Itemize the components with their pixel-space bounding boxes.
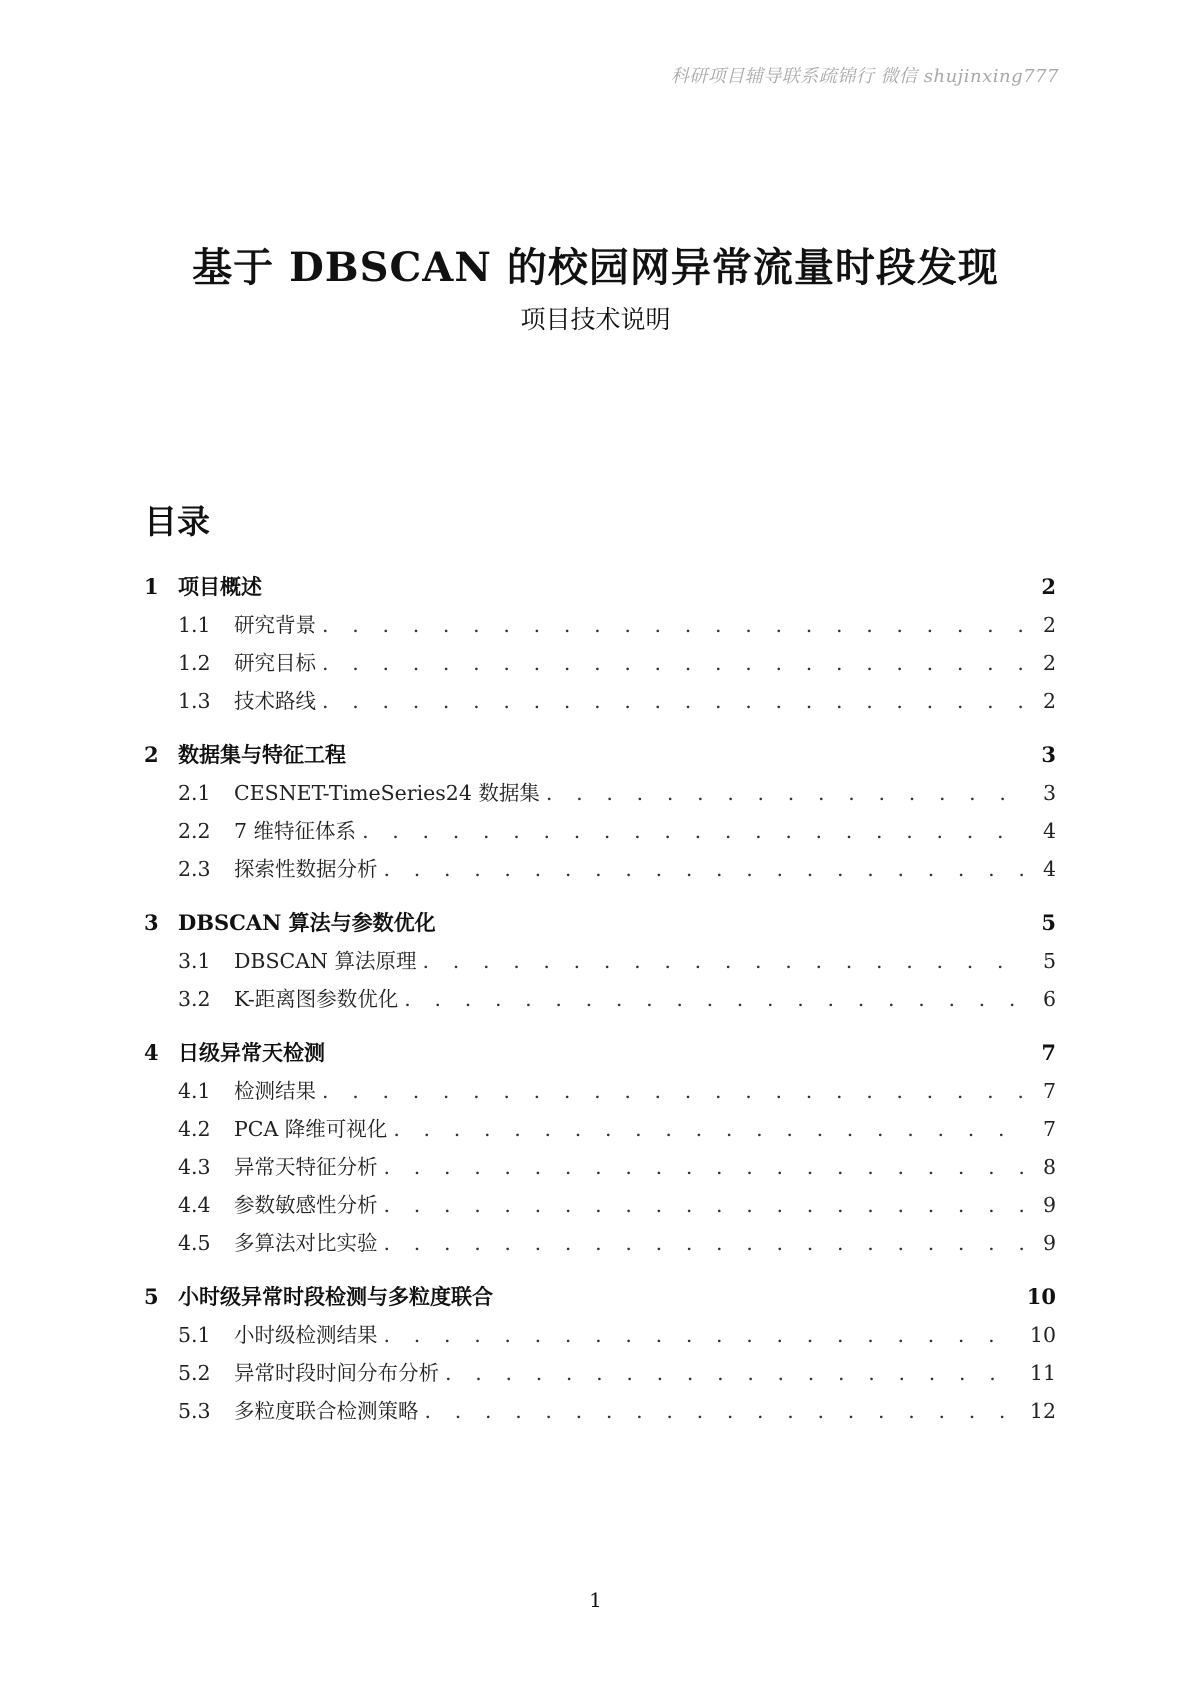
header-watermark-note: 科研项目辅导联系疏锦行 微信 shujinxing777 xyxy=(670,66,1059,87)
toc-subentry-number: 2.3 xyxy=(178,857,211,881)
toc-subentry[interactable] xyxy=(144,1392,1056,1430)
toc-entry[interactable] xyxy=(144,904,1056,942)
toc-section-2 xyxy=(144,736,1056,888)
toc-subentry[interactable] xyxy=(144,1354,1056,1392)
toc-subentry-page: 7 xyxy=(1042,1079,1056,1103)
document-subtitle: 项目技术说明 xyxy=(520,305,671,334)
toc-entry-page: 3 xyxy=(1041,742,1056,767)
toc-entry-label: 数据集与特征工程 xyxy=(178,742,346,767)
toc-subentry[interactable] xyxy=(144,980,1056,1018)
toc-entry-label: 项目概述 xyxy=(178,574,262,599)
toc-dot-leader xyxy=(445,1354,1020,1392)
toc-subentry-label: K-距离图参数优化 xyxy=(234,987,399,1011)
toc-subentry-number: 5.3 xyxy=(178,1399,211,1423)
toc-subentry-number: 3.2 xyxy=(178,987,211,1011)
toc-dot-leader xyxy=(322,682,1024,720)
toc-entry-label: 日级异常天检测 xyxy=(178,1040,325,1065)
toc-subentry-page: 2 xyxy=(1042,651,1056,675)
toc-entry-page: 5 xyxy=(1041,910,1056,935)
toc-subentry-label: CESNET-TimeSeries24 数据集 xyxy=(234,781,540,805)
toc-dot-leader xyxy=(384,1316,1020,1354)
toc-subentry-number: 4.3 xyxy=(178,1155,211,1179)
toc-entry-number: 2 xyxy=(144,742,159,767)
toc-dot-leader xyxy=(362,812,1024,850)
toc-subentry-number: 3.1 xyxy=(178,949,211,973)
toc-entry-number: 5 xyxy=(144,1284,159,1309)
toc-entry-number: 3 xyxy=(144,910,159,935)
toc-dot-leader xyxy=(384,1186,1025,1224)
toc-entry-label: DBSCAN 算法与参数优化 xyxy=(178,910,436,935)
toc-subentry-label: DBSCAN 算法原理 xyxy=(234,949,417,973)
toc-entry[interactable] xyxy=(144,736,1056,774)
toc-subentry-label: 异常天特征分析 xyxy=(234,1155,378,1179)
toc-subentry-page: 4 xyxy=(1042,857,1056,881)
toc-entry[interactable] xyxy=(144,568,1056,606)
toc-dot-leader xyxy=(384,1148,1025,1186)
toc-entry-page: 2 xyxy=(1041,574,1056,599)
toc-subentry-page: 11 xyxy=(1029,1361,1056,1385)
toc-subentry[interactable] xyxy=(144,1186,1056,1224)
toc-dot-leader xyxy=(384,1224,1025,1262)
toc-subentry-page: 7 xyxy=(1042,1117,1056,1141)
toc-subentry-label: 参数敏感性分析 xyxy=(234,1193,378,1217)
toc-subentry[interactable] xyxy=(144,1148,1056,1186)
toc-subentry-page: 6 xyxy=(1042,987,1056,1011)
toc-entry-number: 1 xyxy=(144,574,159,599)
toc-dot-leader xyxy=(546,774,1024,812)
toc-entry-label: 小时级异常时段检测与多粒度联合 xyxy=(178,1284,493,1309)
toc-subentry[interactable] xyxy=(144,774,1056,812)
toc-subentry[interactable] xyxy=(144,1072,1056,1110)
toc-subentry-number: 4.2 xyxy=(178,1117,211,1141)
toc-subentry-page: 5 xyxy=(1042,949,1056,973)
toc-entry-page: 7 xyxy=(1041,1040,1056,1065)
toc-subentry-number: 2.2 xyxy=(178,819,211,843)
toc-dot-leader xyxy=(393,1110,1024,1148)
toc-subentry-label: PCA 降维可视化 xyxy=(234,1117,388,1141)
toc-subentry-page: 4 xyxy=(1042,819,1056,843)
toc-subentry-number: 5.1 xyxy=(178,1323,211,1347)
toc-subentry-label: 异常时段时间分布分析 xyxy=(234,1361,439,1385)
toc-dot-leader xyxy=(384,850,1025,888)
toc-subentry[interactable] xyxy=(144,942,1056,980)
toc-dot-leader xyxy=(423,942,1025,980)
toc-entry[interactable] xyxy=(144,1278,1056,1316)
table-of-contents xyxy=(144,568,1056,1446)
toc-entry[interactable] xyxy=(144,1034,1056,1072)
toc-subentry-label: 多粒度联合检测策略 xyxy=(234,1399,419,1423)
toc-subentry[interactable] xyxy=(144,1110,1056,1148)
toc-section-5 xyxy=(144,1278,1056,1430)
toc-subentry-page: 9 xyxy=(1042,1193,1056,1217)
toc-subentry[interactable] xyxy=(144,606,1056,644)
toc-subentry-number: 5.2 xyxy=(178,1361,211,1385)
toc-section-3 xyxy=(144,904,1056,1018)
toc-subentry-page: 8 xyxy=(1042,1155,1056,1179)
toc-subentry-number: 1.3 xyxy=(178,689,211,713)
toc-dot-leader xyxy=(322,1072,1024,1110)
toc-dot-leader xyxy=(322,644,1024,682)
toc-entry-number: 4 xyxy=(144,1040,159,1065)
toc-subentry-number: 4.1 xyxy=(178,1079,211,1103)
toc-subentry-number: 1.1 xyxy=(178,613,211,637)
toc-subentry-label: 检测结果 xyxy=(234,1079,316,1103)
document-title: 基于 DBSCAN 的校园网异常流量时段发现 xyxy=(192,244,999,291)
toc-subentry-label: 7 维特征体系 xyxy=(234,819,357,843)
toc-subentry-page: 2 xyxy=(1042,613,1056,637)
page-number: 1 xyxy=(589,1588,602,1612)
toc-subentry-page: 3 xyxy=(1042,781,1056,805)
toc-subentry-label: 探索性数据分析 xyxy=(234,857,378,881)
toc-subentry-label: 技术路线 xyxy=(234,689,316,713)
toc-dot-leader xyxy=(322,606,1024,644)
toc-subentry-label: 研究背景 xyxy=(234,613,316,637)
toc-subentry-page: 10 xyxy=(1029,1323,1056,1347)
toc-section-1 xyxy=(144,568,1056,720)
toc-entry-page: 10 xyxy=(1026,1284,1056,1309)
toc-heading: 目录 xyxy=(144,502,210,541)
toc-subentry-label: 多算法对比实验 xyxy=(234,1231,378,1255)
toc-section-4 xyxy=(144,1034,1056,1262)
toc-subentry-page: 2 xyxy=(1042,689,1056,713)
toc-dot-leader xyxy=(404,980,1024,1018)
toc-subentry-label: 小时级检测结果 xyxy=(234,1323,378,1347)
toc-subentry[interactable] xyxy=(144,644,1056,682)
toc-subentry-page: 9 xyxy=(1042,1231,1056,1255)
toc-subentry-label: 研究目标 xyxy=(234,651,316,675)
toc-subentry[interactable] xyxy=(144,850,1056,888)
toc-subentry[interactable] xyxy=(144,1316,1056,1354)
toc-subentry[interactable] xyxy=(144,1224,1056,1262)
toc-subentry[interactable] xyxy=(144,812,1056,850)
toc-subentry-number: 1.2 xyxy=(178,651,211,675)
toc-subentry-number: 4.4 xyxy=(178,1193,211,1217)
toc-subentry[interactable] xyxy=(144,682,1056,720)
toc-subentry-number: 2.1 xyxy=(178,781,211,805)
toc-subentry-page: 12 xyxy=(1029,1399,1056,1423)
toc-dot-leader xyxy=(425,1392,1020,1430)
toc-subentry-number: 4.5 xyxy=(178,1231,211,1255)
